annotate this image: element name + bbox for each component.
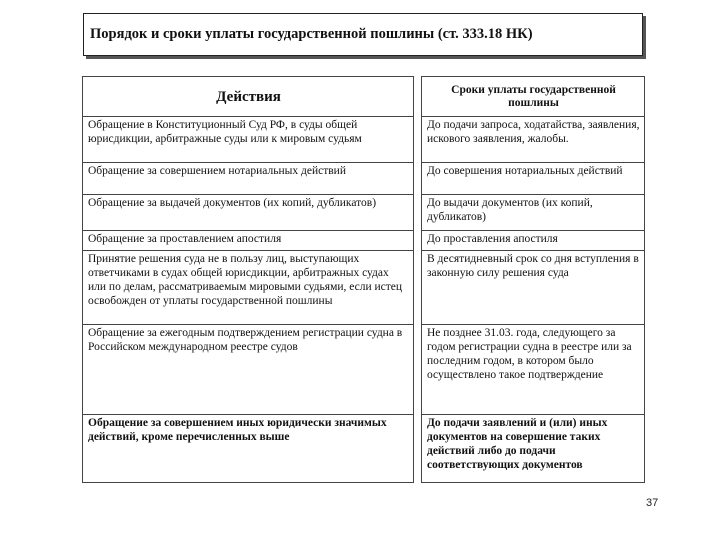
table-row — [83, 163, 645, 195]
row-deadline: До выдачи документов (их копий, дубликатов) — [422, 195, 645, 231]
header-deadlines: Сроки уплаты государственной пошлины — [422, 77, 645, 117]
row-action: Обращение за совершением нотариальных действий — [83, 163, 414, 195]
row-action: Обращение за ежегодным подтверждением регистрации судна в Российском международном реестре судов — [83, 325, 414, 415]
row-deadline: До совершения нотариальных действий — [422, 163, 645, 195]
table-row — [83, 325, 645, 415]
table-row — [83, 415, 645, 483]
row-deadline: До подачи заявлений и (или) иных документов на совершение таких действий либо до подачи соответствующих документов — [422, 415, 645, 483]
table-row — [83, 117, 645, 163]
page-title: Порядок и сроки уплаты государственной пошлины (ст. 333.18 НК) — [83, 13, 643, 56]
row-action: Обращение за проставлением апостиля — [83, 231, 414, 251]
page-number: 37 — [646, 497, 659, 509]
row-deadline: До подачи запроса, ходатайства, заявления, искового заявления, жалобы. — [422, 117, 645, 163]
row-deadline: В десятидневный срок со дня вступления в законную силу решения суда — [422, 251, 645, 325]
row-action: Обращение за совершением иных юридически значимых действий, кроме перечисленных выше — [83, 415, 414, 483]
row-deadline: До проставления апостиля — [422, 231, 645, 251]
header-actions: Действия — [83, 77, 414, 117]
row-action: Обращение в Конституционный Суд РФ, в суды общей юрисдикции, арбитражные суды или к мировым судьям — [83, 117, 414, 163]
table-row — [83, 195, 645, 231]
row-action: Принятие решения суда не в пользу лиц, выступающих ответчиками в судах общей юрисдикции, арбитражных судах или по делам, рассматриваемым мировыми судьями, если истец освобожден от уплаты государственной пошлины — [83, 251, 414, 325]
row-action: Обращение за выдачей документов (их копий, дубликатов) — [83, 195, 414, 231]
table-row — [83, 251, 645, 325]
row-deadline: Не позднее 31.03. года, следующего за годом регистрации судна в реестре или за последним годом, в котором было осуществлено такое подтверждение — [422, 325, 645, 415]
table-header-row — [83, 77, 645, 117]
duty-table — [82, 76, 645, 483]
table-row — [83, 231, 645, 251]
